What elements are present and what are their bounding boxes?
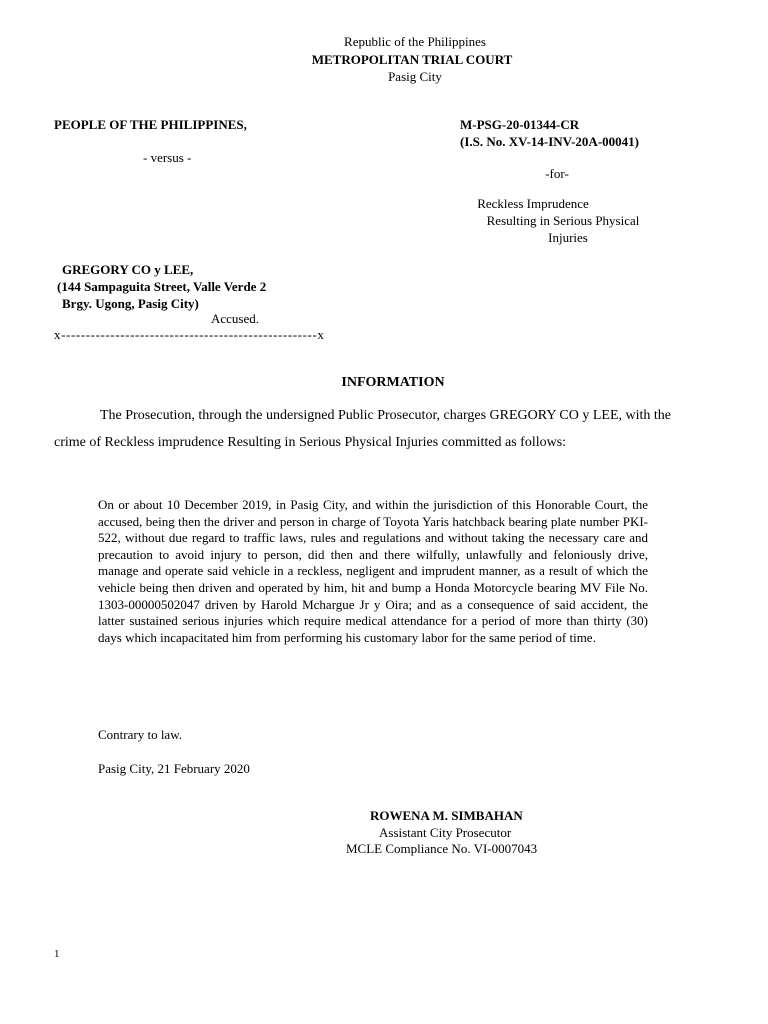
is-number: (I.S. No. XV-14-INV-20A-00041) (460, 134, 639, 149)
caption-accused-name: GREGORY CO y LEE, (62, 262, 194, 277)
case-number: M-PSG-20-01344-CR (460, 117, 580, 132)
caption-plaintiff: PEOPLE OF THE PHILIPPINES, (54, 117, 247, 132)
header-republic: Republic of the Philippines (344, 34, 486, 49)
offense-line-3: Injuries (548, 230, 588, 245)
for-label: -for- (545, 166, 569, 181)
offense-line-1: Reckless Imprudence (477, 196, 589, 211)
offense-line-2: Resulting in Serious Physical (486, 213, 640, 228)
caption-divider: x----------------------------------------------------x (54, 327, 325, 342)
header-court: METROPOLITAN TRIAL COURT (311, 52, 513, 67)
page-number: 1 (54, 948, 60, 960)
document-title: INFORMATION (341, 375, 445, 390)
caption-accused-label: Accused. (211, 311, 260, 326)
mcle-compliance: MCLE Compliance No. VI-0007043 (346, 841, 538, 856)
signer-name: ROWENA M. SIMBAHAN (370, 808, 523, 823)
caption-accused-address-line1: (144 Sampaguita Street, Valle Verde 2 (57, 279, 267, 294)
contrary-to-law: Contrary to law. (98, 727, 182, 742)
intro-paragraph: The Prosecution, through the undersigned Public Prosecutor, charges GREGORY CO y LEE, with the crime of Reckless imprudence Resulting in Serious Physical Injuries committed as follows: (54, 408, 672, 450)
place-and-date: Pasig City, 21 February 2020 (98, 761, 250, 776)
caption-accused-address-line2: Brgy. Ugong, Pasig City) (62, 296, 199, 311)
signer-title: Assistant City Prosecutor (379, 825, 512, 840)
caption-versus: - versus - (143, 150, 192, 165)
header-city: Pasig City (388, 69, 442, 84)
charge-paragraph: On or about 10 December 2019, in Pasig City, and within the jurisdiction of this Honorable Court, the accused, being then the driver and person in charge of Toyota Yaris hatchback bearing plate number PKI-522, without due regard to traffic laws, rules and regulations and without taking the necessary care and precaution to avoid injury to person, did then and there wilfully, unlawfully and feloniously drive, manage and operate said vehicle in a reckless, negligent and imprudent manner, as a result of which the vehicle being then driven and operated by him, hit and bump a Honda Motorcycle bearing MV File No. 1303-00000502047 driven by Harold Mchargue Jr y Oira; and as a consequence of said accident, the latter sustained serious injuries which require medical attendance for a period of more than thirty (30) days which incapacitated him from performing his customary labor for the same period of time. (98, 497, 648, 645)
